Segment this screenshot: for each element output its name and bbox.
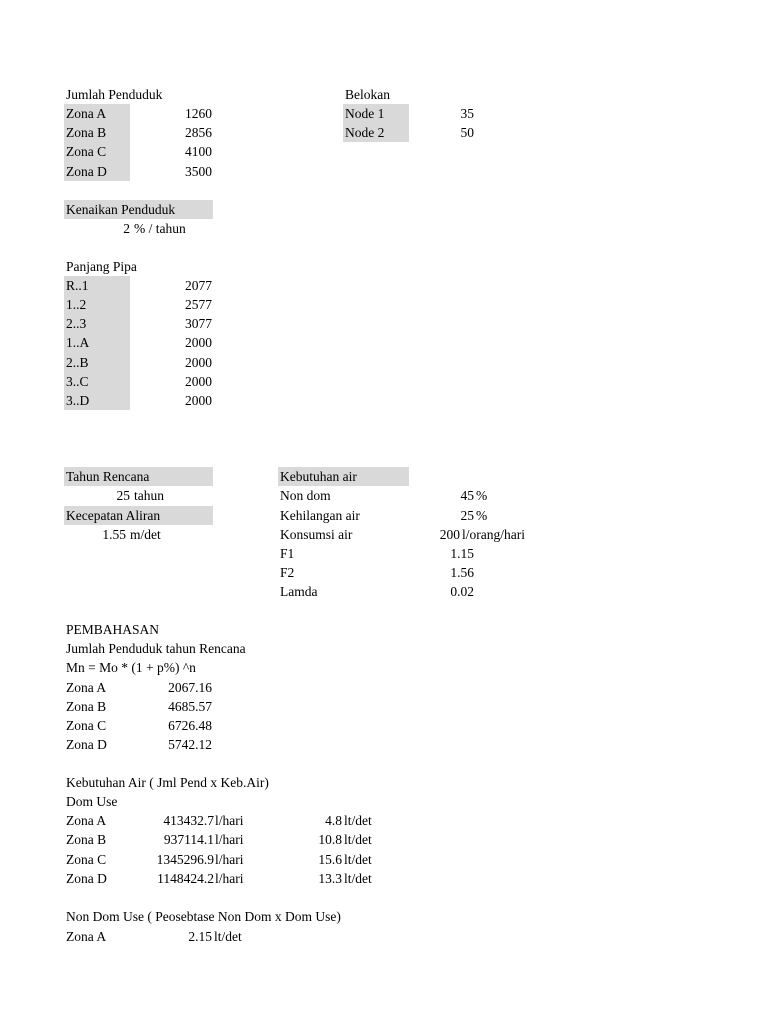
pipe-row-value: 2077 [185, 278, 212, 293]
discussion-row-value: 4685.57 [168, 699, 212, 714]
discussion-row-label: Zona B [66, 699, 107, 714]
water-row-daily-unit: l/hari [215, 832, 244, 847]
water-row-rate-unit: lt/det [344, 871, 372, 886]
population-row-value: 2856 [185, 125, 212, 140]
needs-title: Kebutuhan air [280, 469, 357, 484]
discussion-row-value: 2067.16 [168, 680, 212, 695]
discussion-subtitle: Jumlah Penduduk tahun Rencana [66, 641, 246, 656]
pipe-row-label: 3..C [66, 374, 89, 389]
water-row-rate: 13.3 [318, 871, 342, 886]
population-row-value: 3500 [185, 164, 212, 179]
water-row-rate: 15.6 [318, 852, 342, 867]
needs-row-unit: % [476, 488, 488, 503]
water-row-daily: 1345296.9 [156, 852, 214, 867]
water-row-rate-unit: lt/det [344, 813, 372, 828]
needs-row-label: Non dom [280, 488, 331, 503]
population-row-value: 4100 [185, 144, 212, 159]
nondom-title: Non Dom Use ( Peosebtase Non Dom x Dom Use) [66, 909, 341, 924]
water-title: Kebutuhan Air ( Jml Pend x Keb.Air) [66, 775, 269, 790]
water-row-rate: 10.8 [318, 832, 342, 847]
discussion-row-label: Zona A [66, 680, 107, 695]
belokan-row-label: Node 1 [345, 106, 385, 121]
water-row-daily-unit: l/hari [215, 871, 244, 886]
discussion-row-value: 5742.12 [168, 737, 212, 752]
needs-row-value: 45 [460, 488, 474, 503]
needs-row-label: F2 [280, 565, 295, 580]
speed-unit: m/det [130, 527, 161, 542]
pipe-row-value: 3077 [185, 316, 212, 331]
water-subtitle: Dom Use [66, 794, 118, 809]
population-row-label: Zona D [66, 164, 107, 179]
pipe-row-label: 1..2 [66, 297, 87, 312]
nondom-row-label: Zona A [66, 929, 107, 944]
pipe-row-value: 2000 [185, 374, 212, 389]
belokan-title: Belokan [345, 87, 390, 102]
needs-row-label: F1 [280, 546, 295, 561]
water-row-rate: 4.8 [325, 813, 342, 828]
water-row-daily: 1148424.2 [157, 871, 214, 886]
pipe-row-value: 2000 [185, 335, 212, 350]
pipe-row-label: 2..3 [66, 316, 87, 331]
water-row-rate-unit: lt/det [344, 852, 372, 867]
pipe-row-value: 2577 [185, 297, 212, 312]
pipe-row-label: 3..D [66, 393, 90, 408]
water-row-daily: 413432.7 [163, 813, 214, 828]
year-unit: tahun [134, 488, 164, 503]
year-value: 25 [116, 488, 130, 503]
needs-row-label: Kehilangan air [280, 508, 360, 523]
needs-row-label: Lamda [280, 584, 318, 599]
needs-row-value: 25 [460, 508, 474, 523]
population-row-value: 1260 [185, 106, 212, 121]
growth-unit: % / tahun [134, 221, 186, 236]
belokan-row-label: Node 2 [345, 125, 385, 140]
pipe-row-value: 2000 [185, 355, 212, 370]
pipe-title: Panjang Pipa [66, 259, 137, 274]
belokan-row-value: 50 [460, 125, 474, 140]
water-row-daily: 937114.1 [163, 832, 214, 847]
speed-title: Kecepatan Aliran [66, 508, 161, 523]
needs-row-value: 0.02 [450, 584, 474, 599]
year-title: Tahun Rencana [66, 469, 150, 484]
growth-title: Kenaikan Penduduk [66, 202, 176, 217]
water-row-label: Zona C [66, 852, 107, 867]
water-row-label: Zona D [66, 871, 107, 886]
needs-row-unit: l/orang/hari [462, 527, 525, 542]
water-row-daily-unit: l/hari [215, 852, 244, 867]
pipe-row-value: 2000 [185, 393, 212, 408]
discussion-row-value: 6726.48 [168, 718, 212, 733]
pipe-row-label: R..1 [66, 278, 89, 293]
discussion-row-label: Zona D [66, 737, 107, 752]
population-title: Jumlah Penduduk [66, 87, 163, 102]
water-row-daily-unit: l/hari [215, 813, 244, 828]
discussion-heading: PEMBAHASAN [66, 622, 160, 637]
water-row-label: Zona B [66, 832, 107, 847]
water-row-rate-unit: lt/det [344, 832, 372, 847]
needs-row-value: 1.15 [450, 546, 474, 561]
speed-value: 1.55 [102, 527, 126, 542]
nondom-row-unit: lt/det [214, 929, 242, 944]
population-row-label: Zona B [66, 125, 107, 140]
discussion-row-label: Zona C [66, 718, 107, 733]
needs-row-unit: % [476, 508, 488, 523]
needs-row-value: 200 [439, 527, 460, 542]
belokan-row-value: 35 [460, 106, 474, 121]
discussion-formula: Mn = Mo * (1 + p%) ^n [66, 660, 196, 675]
nondom-row-value: 2.15 [188, 929, 212, 944]
population-row-label: Zona C [66, 144, 107, 159]
water-row-label: Zona A [66, 813, 107, 828]
needs-row-value: 1.56 [450, 565, 474, 580]
growth-value: 2 [123, 221, 130, 236]
population-row-label: Zona A [66, 106, 107, 121]
needs-row-label: Konsumsi air [280, 527, 353, 542]
pipe-row-label: 2..B [66, 355, 89, 370]
pipe-row-label: 1..A [66, 335, 90, 350]
